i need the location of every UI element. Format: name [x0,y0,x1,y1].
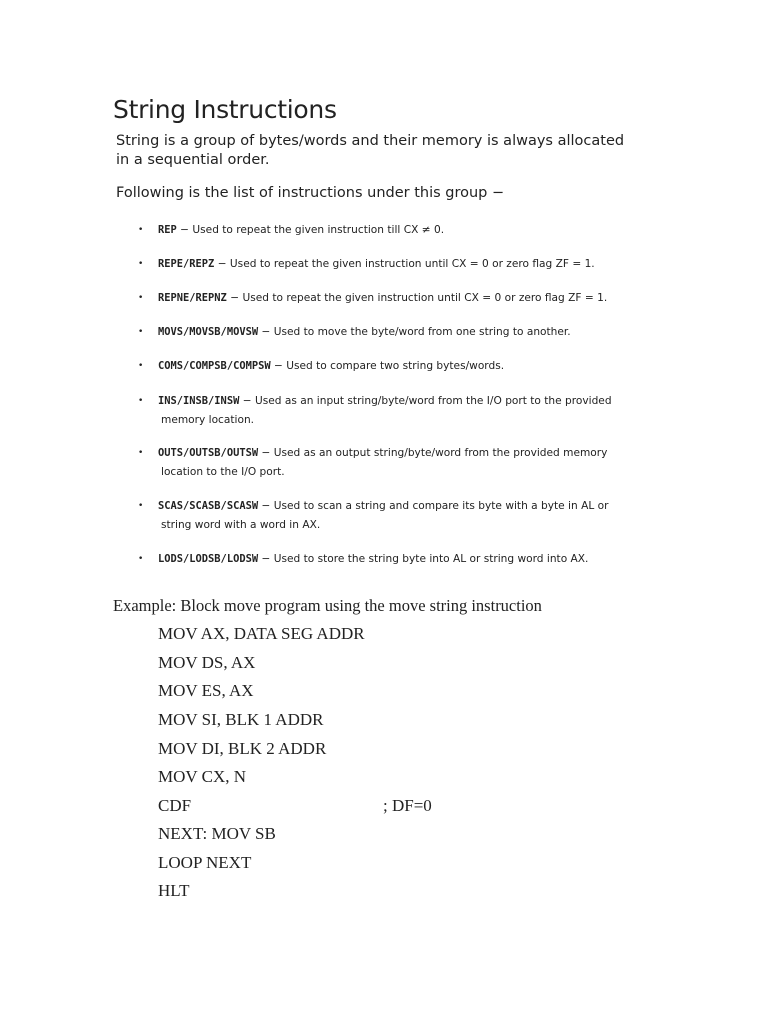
instruction-description-continued: string word with a word in AX. [161,519,321,531]
instruction-description: − Used to store the string byte into AL or string word into AX. [261,553,589,565]
list-item-coms [138,357,658,376]
instruction-description: − Used to repeat the given instruction until CX = 0 or zero flag ZF = 1. [230,292,608,304]
code-line: MOV DI, BLK 2 ADDR [158,739,327,758]
intro-line-2: in a sequential order. [116,152,270,168]
bullet-icon: • [138,293,144,303]
code-comment: ; DF=0 [383,796,432,815]
bullet-icon: • [138,396,144,406]
code-line: LOOP NEXT [158,853,252,872]
list-item-ins [138,392,658,430]
instruction-keyword: REPE/REPZ [158,258,215,270]
code-line: NEXT: MOV SB [158,824,276,843]
instruction-description-continued: memory location. [161,414,255,426]
instruction-keyword: REP [158,224,177,236]
bullet-icon: • [138,259,144,269]
code-line: CDF [158,796,192,815]
bullet-icon: • [138,448,144,458]
example-heading: Example: Block move program using the move string instruction [113,596,542,615]
instruction-keyword: REPNE/REPNZ [158,292,227,304]
code-line: MOV ES, AX [158,681,254,700]
intro-line-1: String is a group of bytes/words and their memory is always allocated [116,133,625,149]
code-line: HLT [158,881,190,900]
instruction-description: − Used to move the byte/word from one string to another. [261,326,571,338]
list-item-rep [138,221,658,240]
instruction-keyword: SCAS/SCASB/SCASW [158,500,259,512]
page-title: String Instructions [113,95,337,124]
instruction-keyword: MOVS/MOVSB/MOVSW [158,326,259,338]
list-item-outs [138,444,658,482]
instruction-description: − Used as an output string/byte/word from the provided memory [261,447,608,459]
list-item-movs [138,323,658,342]
bullet-icon: • [138,327,144,337]
code-line: MOV SI, BLK 1 ADDR [158,710,324,729]
instruction-description-continued: location to the I/O port. [161,466,285,478]
instruction-keyword: OUTS/OUTSB/OUTSW [158,447,259,459]
instruction-description: − Used as an input string/byte/word from the I/O port to the provided [242,395,612,407]
instruction-keyword: INS/INSB/INSW [158,395,240,407]
intro-paragraph [116,132,676,170]
bullet-icon: • [138,361,144,371]
code-line: MOV DS, AX [158,653,256,672]
bullet-icon: • [138,501,144,511]
code-line: MOV AX, DATA SEG ADDR [158,624,365,643]
code-line: MOV CX, N [158,767,247,786]
bullet-icon: • [138,554,144,564]
instruction-description: − Used to scan a string and compare its byte with a byte in AL or [261,500,609,512]
instruction-keyword: COMS/COMPSB/COMPSW [158,360,271,372]
list-item-lods [138,550,658,569]
instruction-description: − Used to repeat the given instruction until CX = 0 or zero flag ZF = 1. [217,258,595,270]
instruction-description: − Used to repeat the given instruction till CX ≠ 0. [180,224,445,236]
bullet-icon: • [138,225,144,235]
list-item-scas [138,497,658,535]
list-lead-text: Following is the list of instructions under this group − [116,185,505,201]
instruction-description: − Used to compare two string bytes/words. [273,360,505,372]
instruction-keyword: LODS/LODSB/LODSW [158,553,259,565]
list-item-repne [138,289,658,308]
list-item-repe [138,255,658,274]
